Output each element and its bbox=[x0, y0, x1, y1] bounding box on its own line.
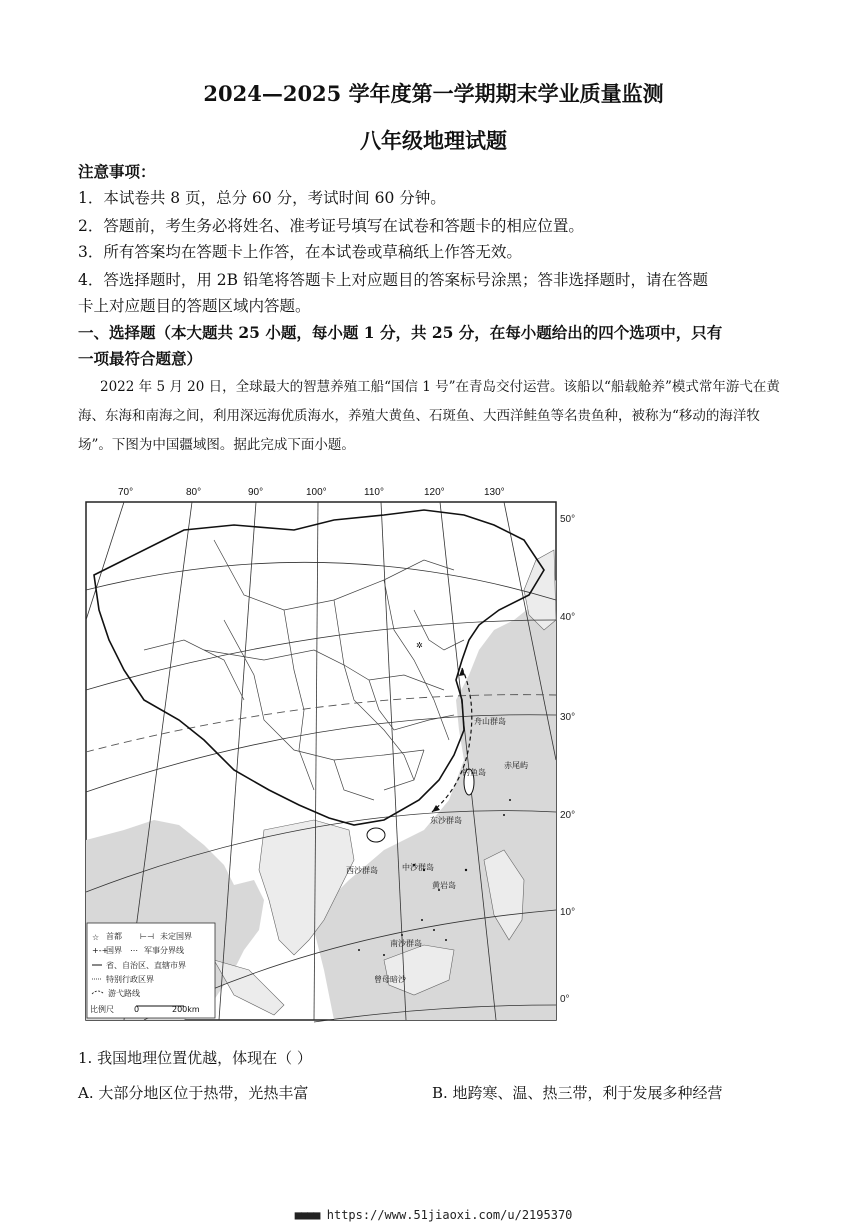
legend-national: 国界 bbox=[106, 946, 122, 955]
capital-star: ✲ bbox=[416, 641, 423, 650]
legend-scale-zero: 0 bbox=[134, 1005, 140, 1014]
question-1-option-b: B. 地跨寒、温、热三带，利于发展多种经营 bbox=[432, 1084, 723, 1102]
notice-item-1: 1．本试卷共 8 页，总分 60 分，考试时间 60 分钟。 bbox=[78, 189, 446, 207]
label-zhoushan: 舟山群岛 bbox=[474, 717, 506, 726]
exam-subtitle: 八年级地理试题 bbox=[360, 128, 507, 153]
reading-passage bbox=[78, 373, 790, 460]
notice-heading: 注意事项： bbox=[78, 162, 156, 181]
legend-undetermined-icon: ⊢⊣ bbox=[140, 932, 154, 941]
question-1-option-a: A. 大部分地区位于热带，光热丰富 bbox=[78, 1084, 309, 1102]
lon-label-90: 90° bbox=[248, 487, 264, 498]
hainan-island bbox=[367, 828, 385, 842]
lat-label-0: 0° bbox=[560, 994, 570, 1005]
notice-item-2: 2．答题前，考生务必将姓名、准考证号填写在试卷和答题卡的相应位置。 bbox=[78, 217, 584, 235]
map-legend bbox=[87, 923, 215, 1018]
notice-item-4: 4．答选择题时，用 2B 铅笔将答题卡上对应题目的答案标号涂黑；答非选择题时，请在答题 bbox=[78, 271, 708, 289]
lon-label-120: 120° bbox=[424, 487, 445, 498]
legend-route: 游弋路线 bbox=[108, 989, 140, 998]
legend-military: 军事分界线 bbox=[144, 946, 184, 955]
lat-label-40: 40° bbox=[560, 612, 576, 623]
notice-item-4-cont: 卡上对应题目的答题区域内答题。 bbox=[78, 297, 311, 315]
label-zengmu: 曾母暗沙 bbox=[374, 975, 406, 984]
passage-text: 2022 年 5 月 20 日，全球最大的智慧养殖工船“国信 1 号”在青岛交付运营。该船以“船载舱养”模式常年游弋在黄海、东海和南海之间，利用深远海优质海水，养殖大黄鱼、石斑鱼、大西洋鲑鱼等名贵鱼种，被称为“移动的海洋牧场”。下图为中国疆域图。据此完成下面小题。 bbox=[78, 379, 780, 453]
footer bbox=[0, 1208, 867, 1222]
legend-capital: 首都 bbox=[106, 932, 122, 941]
question-1-stem: 1. 我国地理位置优越，体现在（ ） bbox=[78, 1049, 312, 1067]
legend-sar: 特别行政区界 bbox=[106, 975, 154, 984]
legend-scale-label: 比例尺 bbox=[90, 1005, 114, 1014]
lat-label-30: 30° bbox=[560, 712, 576, 723]
exam-title: 2024—2025 学年度第一学期期末学业质量监测 bbox=[203, 81, 664, 106]
legend-provincial: 省、自治区、直辖市界 bbox=[106, 961, 186, 970]
lat-label-50: 50° bbox=[560, 514, 576, 525]
china-territory-map bbox=[84, 500, 576, 1022]
lon-label-70: 70° bbox=[118, 487, 134, 498]
label-dongsha: 东沙群岛 bbox=[430, 816, 462, 825]
lon-label-110: 110° bbox=[364, 487, 384, 498]
footer-dots: ■■■■ bbox=[294, 1208, 320, 1222]
longitude-labels bbox=[0, 487, 867, 501]
legend-scale-km: 200km bbox=[172, 1005, 200, 1014]
section-heading-line1: 一、选择题（本大题共 25 小题，每小题 1 分，共 25 分，在每小题给出的四个选项中，只有 bbox=[78, 323, 723, 342]
notice-item-3: 3．所有答案均在答题卡上作答，在本试卷或草稿纸上作答无效。 bbox=[78, 243, 522, 261]
legend-military-icon: ⋯ bbox=[130, 946, 138, 955]
label-zhongsha: 中沙群岛 bbox=[402, 863, 434, 872]
lat-label-10: 10° bbox=[560, 907, 576, 918]
legend-capital-icon: ☆ bbox=[92, 933, 100, 942]
label-huangyan: 黄岩岛 bbox=[432, 881, 456, 890]
label-diaoyu: 钓鱼岛 bbox=[462, 768, 486, 777]
legend-undetermined: 未定国界 bbox=[160, 932, 192, 941]
legend-national-icon: +-+ bbox=[92, 946, 109, 955]
lon-label-130: 130° bbox=[484, 487, 505, 498]
label-chiwei: 赤尾屿 bbox=[504, 761, 528, 770]
lat-label-20: 20° bbox=[560, 810, 576, 821]
section-heading-line2: 一项最符合题意） bbox=[78, 349, 203, 368]
footer-url[interactable]: https://www.51jiaoxi.com/u/2195370 bbox=[326, 1208, 573, 1222]
lon-label-80: 80° bbox=[186, 487, 202, 498]
lon-label-100: 100° bbox=[306, 487, 327, 498]
label-nansha: 南沙群岛 bbox=[390, 939, 422, 948]
label-xisha: 西沙群岛 bbox=[346, 866, 378, 875]
